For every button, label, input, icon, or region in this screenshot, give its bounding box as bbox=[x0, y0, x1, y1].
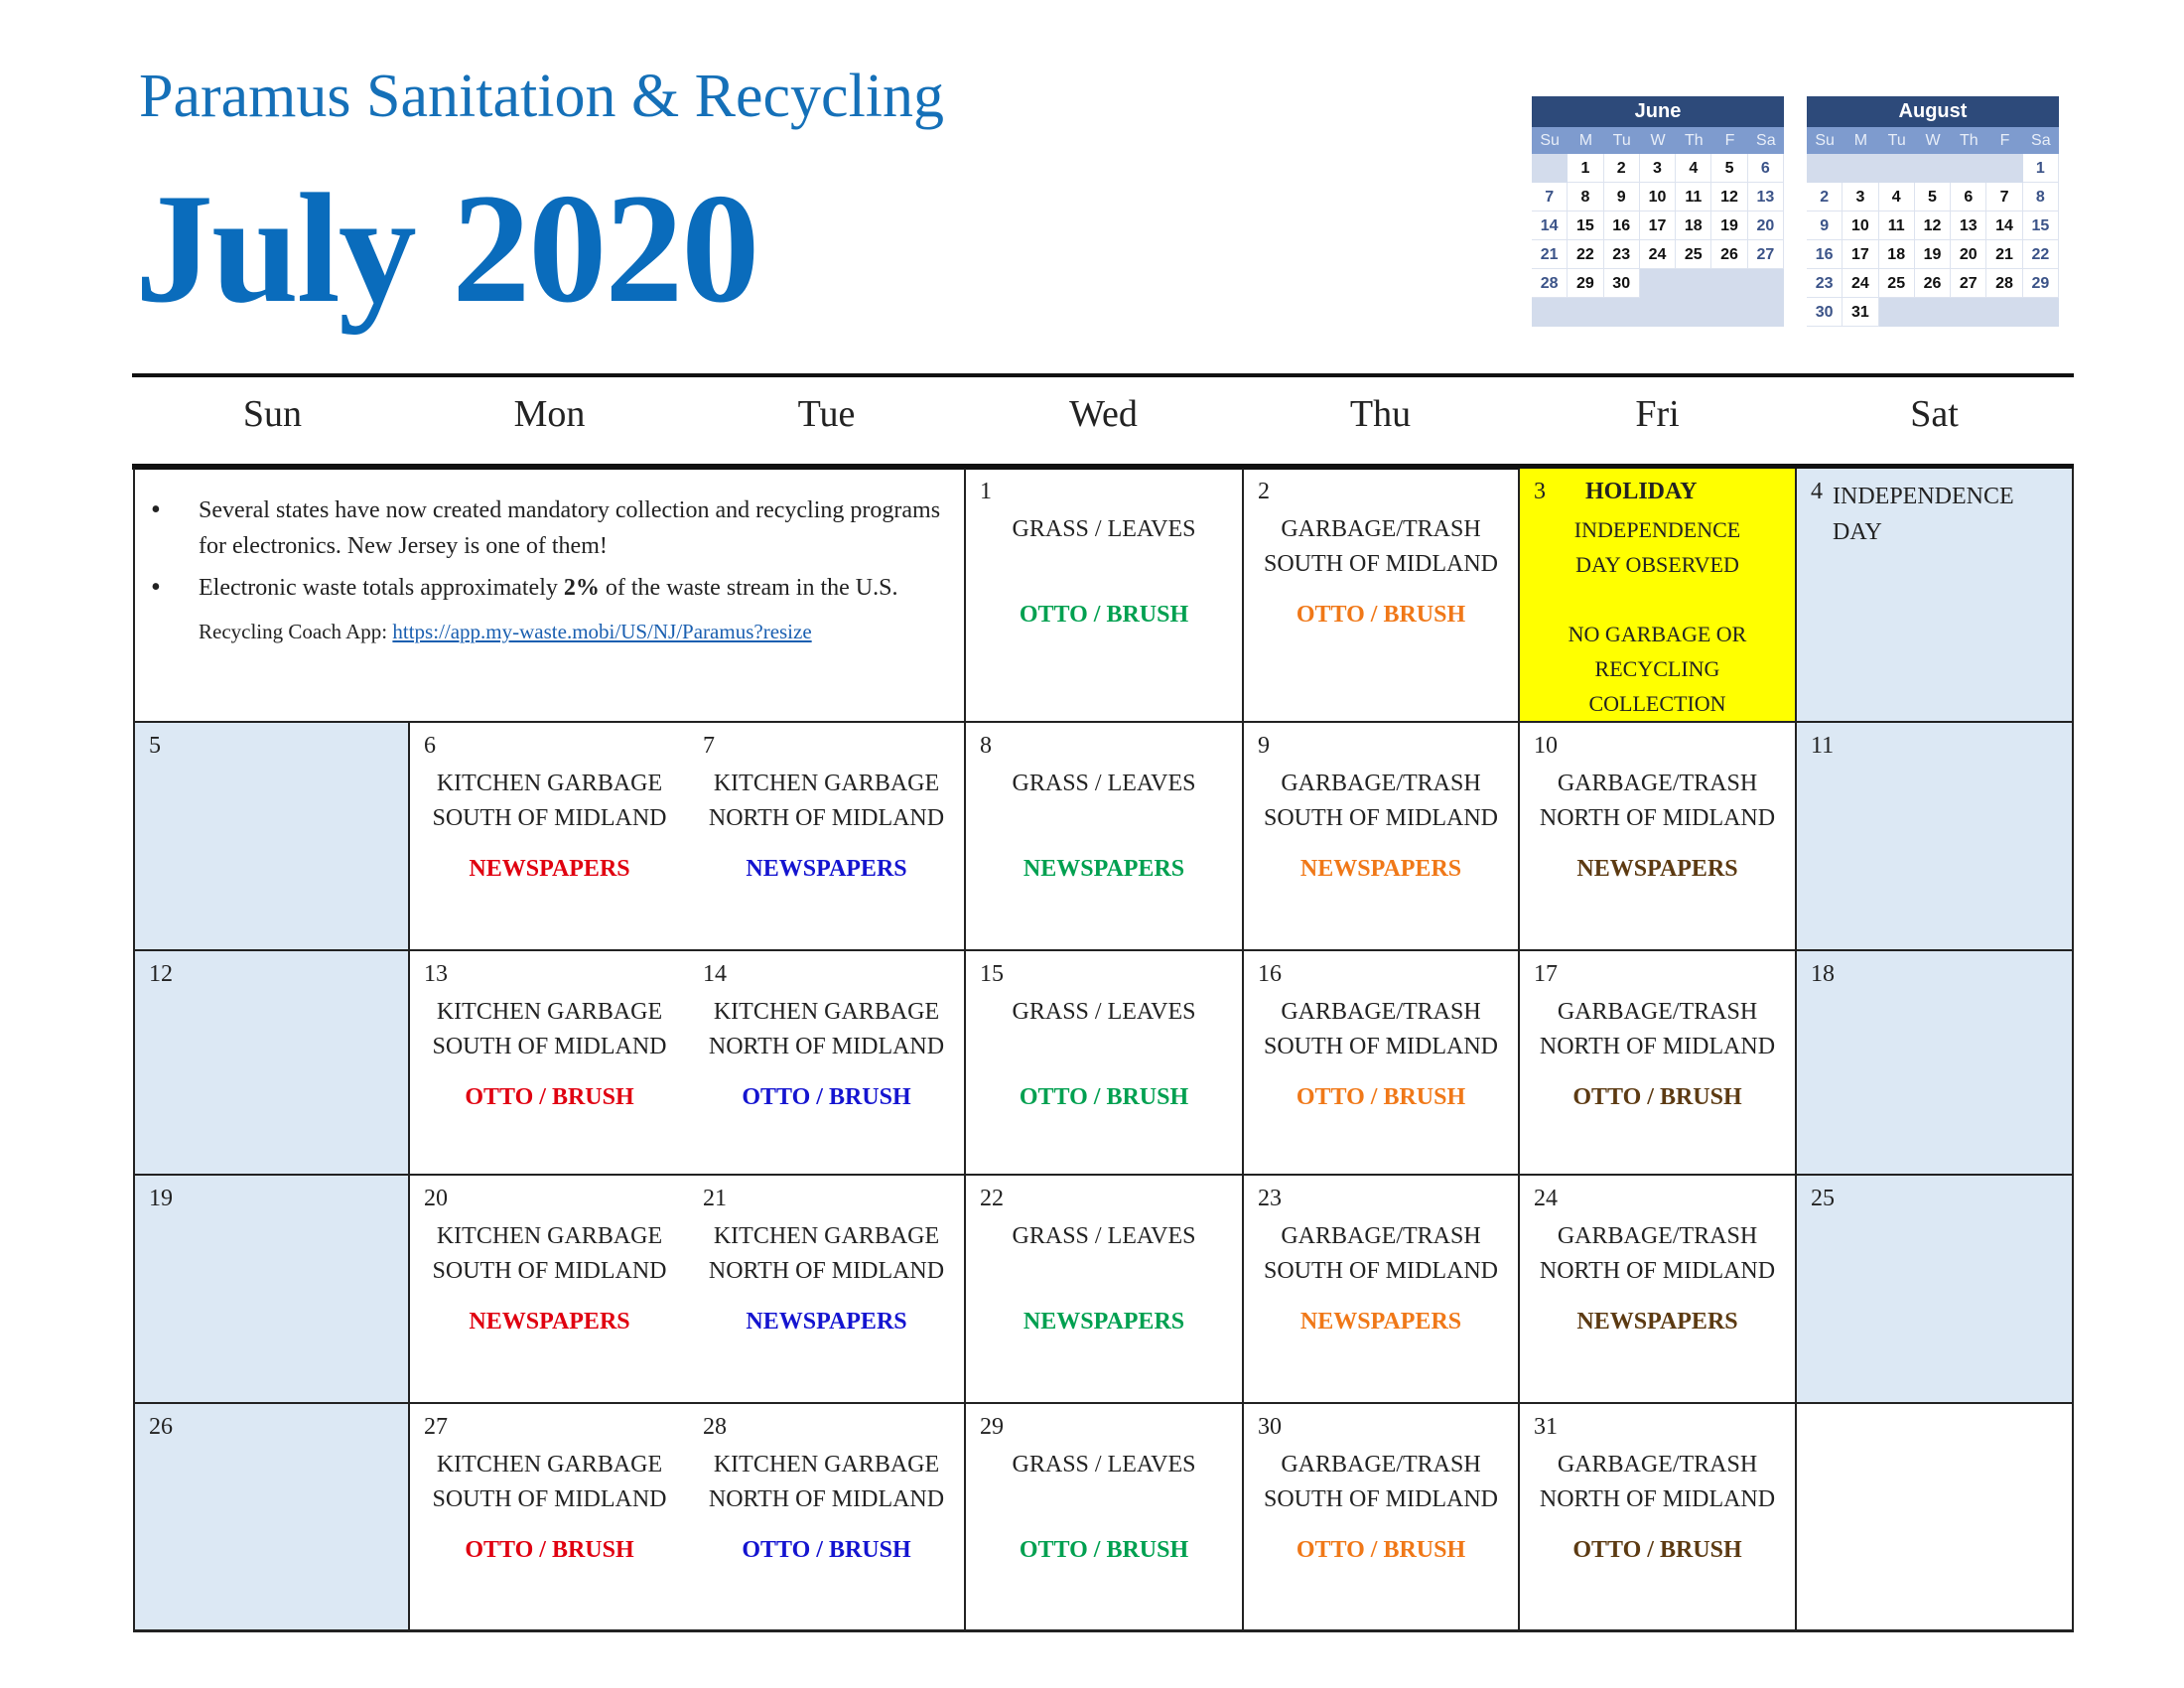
day-cell bbox=[1244, 723, 1520, 951]
mini-day[interactable]: 29 bbox=[1568, 269, 1603, 298]
collection-line: GRASS / LEAVES bbox=[1012, 1223, 1196, 1249]
mini-day[interactable]: 1 bbox=[1568, 154, 1603, 183]
collection-line: GRASS / LEAVES bbox=[1012, 771, 1196, 796]
mini-day[interactable]: 4 bbox=[1676, 154, 1711, 183]
recycling-label: OTTO / BRUSH bbox=[1572, 1537, 1742, 1563]
mini-day bbox=[1879, 298, 1915, 327]
mini-day[interactable]: 13 bbox=[1748, 183, 1784, 211]
mini-day bbox=[1568, 298, 1603, 327]
collection-line: NORTH OF MIDLAND bbox=[708, 1034, 945, 1059]
day-number: 7 bbox=[703, 733, 715, 759]
note-bullet bbox=[147, 570, 944, 606]
calendar-grid bbox=[133, 469, 2074, 1632]
mini-day[interactable]: 14 bbox=[1986, 211, 2022, 240]
day-cell bbox=[1520, 951, 1797, 1176]
recycling-label: OTTO / BRUSH bbox=[1019, 1084, 1189, 1110]
mini-day[interactable]: 12 bbox=[1711, 183, 1747, 211]
mini-day[interactable]: 28 bbox=[1986, 269, 2022, 298]
collection-line: KITCHEN GARBAGE bbox=[436, 771, 663, 796]
day-cell bbox=[1797, 1176, 2074, 1404]
mini-day bbox=[1604, 298, 1640, 327]
mini-day bbox=[1532, 154, 1568, 183]
weekday-mon: Mon bbox=[513, 393, 586, 435]
day-number: 17 bbox=[1534, 961, 1558, 987]
recycling-label: OTTO / BRUSH bbox=[1019, 1537, 1189, 1563]
day-number: 11 bbox=[1811, 733, 1835, 759]
mini-day bbox=[1711, 269, 1747, 298]
mini-weekday: Th bbox=[1959, 132, 1979, 149]
recycling-label: NEWSPAPERS bbox=[469, 856, 630, 882]
app-link[interactable]: https://app.my-waste.mobi/US/NJ/Paramus?resize bbox=[392, 620, 812, 643]
mini-day[interactable]: 18 bbox=[1879, 240, 1915, 269]
day-number: 4 bbox=[1811, 479, 1823, 504]
day-number: 14 bbox=[703, 961, 727, 987]
collection-line: DAY bbox=[1833, 519, 1882, 545]
day-cell bbox=[1244, 469, 1520, 723]
day-number: 30 bbox=[1258, 1414, 1282, 1440]
day-cell bbox=[966, 723, 1244, 951]
recycling-label: OTTO / BRUSH bbox=[742, 1084, 911, 1110]
collection-line: SOUTH OF MIDLAND bbox=[1263, 805, 1498, 831]
organization-title: Paramus Sanitation & Recycling bbox=[139, 63, 945, 130]
day-number: 23 bbox=[1258, 1186, 1282, 1211]
weekday-fri: Fri bbox=[1635, 393, 1680, 435]
day-number: 31 bbox=[1534, 1414, 1558, 1440]
collection-text bbox=[966, 767, 1242, 801]
day-number: 24 bbox=[1534, 1186, 1558, 1211]
day-cell bbox=[135, 951, 410, 1176]
mini-weekday: F bbox=[1724, 132, 1735, 149]
mini-day[interactable]: 18 bbox=[1676, 211, 1711, 240]
day-number: 20 bbox=[424, 1186, 448, 1211]
app-label: Recycling Coach App: bbox=[199, 620, 393, 643]
collection-line: SOUTH OF MIDLAND bbox=[432, 805, 667, 831]
recycling-label: NEWSPAPERS bbox=[1576, 856, 1738, 882]
mini-day[interactable]: 6 bbox=[1748, 154, 1784, 183]
day-number: 8 bbox=[980, 733, 992, 759]
mini-day bbox=[1640, 298, 1676, 327]
collection-line: SOUTH OF MIDLAND bbox=[1263, 1034, 1498, 1059]
mini-calendar-days bbox=[1532, 154, 1784, 327]
mini-weekday: Sa bbox=[2031, 132, 2051, 149]
mini-day[interactable]: 21 bbox=[1986, 240, 2022, 269]
mini-day[interactable]: 25 bbox=[1676, 240, 1711, 269]
weekday-header bbox=[134, 392, 2073, 436]
mini-weekday: Su bbox=[1540, 132, 1560, 149]
mini-day[interactable]: 30 bbox=[1604, 269, 1640, 298]
note-text: of the waste stream in the U.S. bbox=[599, 575, 898, 601]
collection-text bbox=[966, 1448, 1242, 1482]
mini-day[interactable]: 2 bbox=[1807, 183, 1843, 211]
day-cell bbox=[410, 1404, 689, 1631]
day-number: 25 bbox=[1811, 1186, 1835, 1211]
collection-line: KITCHEN GARBAGE bbox=[713, 999, 940, 1025]
mini-day[interactable]: 25 bbox=[1879, 269, 1915, 298]
collection-text bbox=[1520, 767, 1795, 836]
collection-text bbox=[1244, 767, 1518, 836]
day-cell bbox=[966, 1404, 1244, 1631]
mini-day[interactable]: 6 bbox=[1951, 183, 1986, 211]
recycling-label: NEWSPAPERS bbox=[746, 856, 907, 882]
collection-line: KITCHEN GARBAGE bbox=[436, 1223, 663, 1249]
mini-day[interactable]: 19 bbox=[1915, 240, 1951, 269]
mini-day bbox=[1676, 298, 1711, 327]
mini-day[interactable]: 15 bbox=[2023, 211, 2059, 240]
collection-text bbox=[1244, 1448, 1518, 1517]
recycling-label: NEWSPAPERS bbox=[746, 1309, 907, 1335]
holiday-text bbox=[1520, 512, 1795, 721]
mini-day[interactable]: 17 bbox=[1843, 240, 1878, 269]
mini-day bbox=[1807, 154, 1843, 183]
day-number: 5 bbox=[149, 733, 161, 759]
mini-day bbox=[1915, 298, 1951, 327]
note-emphasis: 2% bbox=[563, 575, 600, 601]
mini-day[interactable]: 27 bbox=[1748, 240, 1784, 269]
mini-day[interactable]: 7 bbox=[1986, 183, 2022, 211]
collection-line: NORTH OF MIDLAND bbox=[708, 805, 945, 831]
day-number: 15 bbox=[980, 961, 1004, 987]
collection-line: SOUTH OF MIDLAND bbox=[1263, 1258, 1498, 1284]
month-title: July 2020 bbox=[135, 162, 758, 336]
mini-weekday: W bbox=[1925, 132, 1941, 149]
collection-line: NORTH OF MIDLAND bbox=[708, 1486, 945, 1512]
day-cell bbox=[1797, 951, 2074, 1176]
mini-day[interactable]: 3 bbox=[1640, 154, 1676, 183]
weekday-wed: Wed bbox=[1069, 393, 1138, 435]
day-cell bbox=[135, 1404, 410, 1631]
collection-text bbox=[1244, 1219, 1518, 1289]
mini-day[interactable]: 30 bbox=[1807, 298, 1843, 327]
holiday-line: COLLECTION bbox=[1588, 691, 1726, 716]
collection-line: NORTH OF MIDLAND bbox=[708, 1258, 945, 1284]
day-cell bbox=[1520, 1176, 1797, 1404]
mini-day[interactable]: 10 bbox=[1640, 183, 1676, 211]
collection-line: GRASS / LEAVES bbox=[1012, 1452, 1196, 1477]
mini-day bbox=[1986, 154, 2022, 183]
day-number: 13 bbox=[424, 961, 448, 987]
mini-weekday: F bbox=[1999, 132, 2010, 149]
collection-text bbox=[410, 767, 689, 836]
collection-text bbox=[689, 995, 964, 1064]
collection-line: NORTH OF MIDLAND bbox=[1539, 1034, 1776, 1059]
mini-weekday: M bbox=[1578, 132, 1593, 149]
day-number: 3 bbox=[1534, 479, 1546, 504]
mini-day[interactable]: 16 bbox=[1807, 240, 1843, 269]
collection-text bbox=[966, 1219, 1242, 1254]
mini-day[interactable]: 24 bbox=[1843, 269, 1878, 298]
mini-day[interactable]: 11 bbox=[1676, 183, 1711, 211]
collection-line: KITCHEN GARBAGE bbox=[436, 999, 663, 1025]
recycling-label: OTTO / BRUSH bbox=[1019, 602, 1189, 628]
day-cell bbox=[135, 1176, 410, 1404]
collection-line: KITCHEN GARBAGE bbox=[713, 1452, 940, 1477]
collection-line: SOUTH OF MIDLAND bbox=[432, 1258, 667, 1284]
recycling-label: NEWSPAPERS bbox=[1023, 856, 1185, 882]
mini-day bbox=[1748, 298, 1784, 327]
mini-day bbox=[1532, 298, 1568, 327]
day-cell bbox=[410, 951, 689, 1176]
weekday-tue: Tue bbox=[797, 393, 856, 435]
mini-day[interactable]: 23 bbox=[1807, 269, 1843, 298]
note-text: Electronic waste totals approximately bbox=[199, 575, 564, 601]
collection-line: SOUTH OF MIDLAND bbox=[1263, 1486, 1498, 1512]
day-cell bbox=[1797, 1404, 2074, 1631]
recycling-label: OTTO / BRUSH bbox=[465, 1084, 634, 1110]
mini-day[interactable]: 17 bbox=[1640, 211, 1676, 240]
mini-day[interactable]: 26 bbox=[1711, 240, 1747, 269]
mini-day[interactable]: 16 bbox=[1604, 211, 1640, 240]
holiday-line: NO GARBAGE OR bbox=[1568, 622, 1747, 646]
mini-weekday: Tu bbox=[1887, 132, 1906, 149]
mini-weekday: M bbox=[1853, 132, 1868, 149]
day-number: 1 bbox=[980, 479, 992, 504]
mini-day[interactable]: 20 bbox=[1748, 211, 1784, 240]
collection-line: GARBAGE/TRASH bbox=[1281, 1223, 1481, 1249]
day-number: 16 bbox=[1258, 961, 1282, 987]
recycling-label: OTTO / BRUSH bbox=[1296, 602, 1466, 628]
collection-line: KITCHEN GARBAGE bbox=[713, 771, 940, 796]
collection-line: GARBAGE/TRASH bbox=[1557, 771, 1758, 796]
collection-line: SOUTH OF MIDLAND bbox=[432, 1486, 667, 1512]
collection-line: NORTH OF MIDLAND bbox=[1539, 1486, 1776, 1512]
mini-day bbox=[1711, 298, 1747, 327]
mini-day[interactable]: 12 bbox=[1915, 211, 1951, 240]
mini-day[interactable]: 9 bbox=[1604, 183, 1640, 211]
mini-day bbox=[1915, 154, 1951, 183]
collection-line: GRASS / LEAVES bbox=[1012, 999, 1196, 1025]
day-number: 2 bbox=[1258, 479, 1270, 504]
notes-panel bbox=[135, 469, 966, 723]
mini-day bbox=[1676, 269, 1711, 298]
collection-text bbox=[689, 1448, 964, 1517]
mini-day[interactable]: 31 bbox=[1843, 298, 1878, 327]
collection-text bbox=[1244, 995, 1518, 1064]
mini-day[interactable]: 19 bbox=[1711, 211, 1747, 240]
mini-day[interactable]: 7 bbox=[1532, 183, 1568, 211]
collection-line: KITCHEN GARBAGE bbox=[436, 1452, 663, 1477]
collection-text bbox=[966, 995, 1242, 1030]
mini-weekday: Th bbox=[1684, 132, 1704, 149]
mini-day[interactable]: 11 bbox=[1879, 211, 1915, 240]
mini-calendar-june bbox=[1532, 96, 1784, 327]
day-cell bbox=[1797, 723, 2074, 951]
collection-text bbox=[1244, 512, 1518, 582]
day-cell bbox=[1520, 469, 1797, 723]
weekday-thu: Thu bbox=[1349, 393, 1412, 435]
mini-day[interactable]: 26 bbox=[1915, 269, 1951, 298]
mini-calendar-days bbox=[1807, 154, 2059, 327]
collection-text bbox=[410, 1219, 689, 1289]
recycling-label: OTTO / BRUSH bbox=[1296, 1537, 1466, 1563]
mini-day[interactable]: 22 bbox=[2023, 240, 2059, 269]
day-number: 27 bbox=[424, 1414, 448, 1440]
holiday-line: RECYCLING bbox=[1594, 656, 1720, 681]
collection-line: NORTH OF MIDLAND bbox=[1539, 1258, 1776, 1284]
mini-day bbox=[1843, 154, 1878, 183]
day-number: 26 bbox=[149, 1414, 173, 1440]
mini-weekday: Su bbox=[1815, 132, 1835, 149]
collection-text bbox=[689, 767, 964, 836]
mini-weekday: Tu bbox=[1612, 132, 1631, 149]
recycling-label: NEWSPAPERS bbox=[1299, 856, 1462, 882]
day-number: 6 bbox=[424, 733, 436, 759]
day-cell bbox=[966, 951, 1244, 1176]
day-cell bbox=[135, 723, 410, 951]
day-number: 22 bbox=[980, 1186, 1004, 1211]
collection-text bbox=[689, 1219, 964, 1289]
mini-day bbox=[1879, 154, 1915, 183]
day-number: 10 bbox=[1534, 733, 1558, 759]
day-number: 29 bbox=[980, 1414, 1004, 1440]
day-cell bbox=[689, 723, 966, 951]
day-number: 18 bbox=[1811, 961, 1835, 987]
day-cell bbox=[1520, 723, 1797, 951]
mini-day[interactable]: 1 bbox=[2023, 154, 2059, 183]
app-info bbox=[147, 614, 944, 649]
mini-day bbox=[1951, 298, 1986, 327]
mini-day bbox=[1986, 298, 2022, 327]
mini-day[interactable]: 5 bbox=[1915, 183, 1951, 211]
mini-calendar-august bbox=[1807, 96, 2059, 327]
mini-weekday: W bbox=[1650, 132, 1666, 149]
mini-day[interactable]: 24 bbox=[1640, 240, 1676, 269]
collection-text bbox=[1520, 1219, 1795, 1289]
day-cell bbox=[689, 1176, 966, 1404]
mini-day[interactable]: 10 bbox=[1843, 211, 1878, 240]
mini-day bbox=[1640, 269, 1676, 298]
collection-line: GARBAGE/TRASH bbox=[1557, 999, 1758, 1025]
collection-line: GARBAGE/TRASH bbox=[1281, 1452, 1481, 1477]
day-cell bbox=[1244, 1404, 1520, 1631]
collection-text bbox=[1520, 995, 1795, 1064]
mini-day[interactable]: 8 bbox=[2023, 183, 2059, 211]
recycling-label: NEWSPAPERS bbox=[1299, 1309, 1462, 1335]
day-cell bbox=[689, 1404, 966, 1631]
collection-text bbox=[1797, 479, 2072, 550]
day-number: 9 bbox=[1258, 733, 1270, 759]
recycling-label: OTTO / BRUSH bbox=[465, 1537, 634, 1563]
mini-day bbox=[1748, 269, 1784, 298]
mini-day[interactable]: 28 bbox=[1532, 269, 1568, 298]
recycling-label: NEWSPAPERS bbox=[1576, 1309, 1738, 1335]
mini-day bbox=[1951, 154, 1986, 183]
day-cell bbox=[410, 723, 689, 951]
collection-line: GARBAGE/TRASH bbox=[1281, 771, 1481, 796]
collection-text bbox=[410, 1448, 689, 1517]
mini-day[interactable]: 4 bbox=[1879, 183, 1915, 211]
recycling-label: OTTO / BRUSH bbox=[742, 1537, 911, 1563]
holiday-line: DAY OBSERVED bbox=[1575, 552, 1739, 577]
mini-day[interactable]: 22 bbox=[1568, 240, 1603, 269]
mini-day[interactable]: 15 bbox=[1568, 211, 1603, 240]
mini-calendar-month: August bbox=[1807, 96, 2059, 127]
mini-calendar-month: June bbox=[1532, 96, 1784, 127]
collection-text bbox=[1520, 1448, 1795, 1517]
holiday-title: HOLIDAY bbox=[1585, 479, 1698, 504]
mini-day[interactable]: 27 bbox=[1951, 269, 1986, 298]
recycling-label: OTTO / BRUSH bbox=[1296, 1084, 1466, 1110]
day-cell bbox=[1797, 469, 2074, 723]
mini-day bbox=[2023, 298, 2059, 327]
mini-calendar-weekdays bbox=[1532, 127, 1784, 154]
day-cell bbox=[966, 469, 1244, 723]
collection-text bbox=[966, 512, 1242, 547]
mini-day[interactable]: 9 bbox=[1807, 211, 1843, 240]
collection-line: GARBAGE/TRASH bbox=[1557, 1223, 1758, 1249]
mini-day[interactable]: 29 bbox=[2023, 269, 2059, 298]
collection-line: GRASS / LEAVES bbox=[1012, 516, 1196, 542]
recycling-label: NEWSPAPERS bbox=[1023, 1309, 1185, 1335]
mini-day[interactable]: 2 bbox=[1604, 154, 1640, 183]
collection-line: KITCHEN GARBAGE bbox=[713, 1223, 940, 1249]
collection-line: INDEPENDENCE bbox=[1833, 484, 2014, 509]
holiday-line: INDEPENDENCE bbox=[1573, 517, 1741, 542]
day-number: 19 bbox=[149, 1186, 173, 1211]
mini-day[interactable]: 13 bbox=[1951, 211, 1986, 240]
mini-day[interactable]: 3 bbox=[1843, 183, 1878, 211]
collection-line: GARBAGE/TRASH bbox=[1281, 516, 1481, 542]
note-bullet: • Several states have now created mandatory collection and recycling programs for electronics. New Jersey is one of them! bbox=[147, 492, 944, 564]
mini-day[interactable]: 21 bbox=[1532, 240, 1568, 269]
mini-day[interactable]: 23 bbox=[1604, 240, 1640, 269]
mini-calendar-weekdays bbox=[1807, 127, 2059, 154]
mini-day[interactable]: 5 bbox=[1711, 154, 1747, 183]
day-number: 21 bbox=[703, 1186, 727, 1211]
day-cell bbox=[1244, 1176, 1520, 1404]
day-cell bbox=[966, 1176, 1244, 1404]
recycling-label: NEWSPAPERS bbox=[469, 1309, 630, 1335]
day-cell bbox=[1520, 1404, 1797, 1631]
collection-text bbox=[410, 995, 689, 1064]
day-cell bbox=[410, 1176, 689, 1404]
collection-line: SOUTH OF MIDLAND bbox=[432, 1034, 667, 1059]
day-cell bbox=[689, 951, 966, 1176]
header-rule bbox=[132, 373, 2074, 377]
recycling-label: OTTO / BRUSH bbox=[1572, 1084, 1742, 1110]
holiday-line bbox=[1520, 582, 1795, 617]
collection-line: SOUTH OF MIDLAND bbox=[1263, 551, 1498, 577]
collection-line: GARBAGE/TRASH bbox=[1557, 1452, 1758, 1477]
day-cell bbox=[1244, 951, 1520, 1176]
weekday-sat: Sat bbox=[1910, 393, 1959, 435]
collection-line: NORTH OF MIDLAND bbox=[1539, 805, 1776, 831]
day-number: 28 bbox=[703, 1414, 727, 1440]
day-number: 12 bbox=[149, 961, 173, 987]
mini-day[interactable]: 8 bbox=[1568, 183, 1603, 211]
mini-weekday: Sa bbox=[1756, 132, 1776, 149]
collection-line: GARBAGE/TRASH bbox=[1281, 999, 1481, 1025]
mini-day[interactable]: 20 bbox=[1951, 240, 1986, 269]
mini-day[interactable]: 14 bbox=[1532, 211, 1568, 240]
weekday-sun: Sun bbox=[242, 393, 303, 435]
